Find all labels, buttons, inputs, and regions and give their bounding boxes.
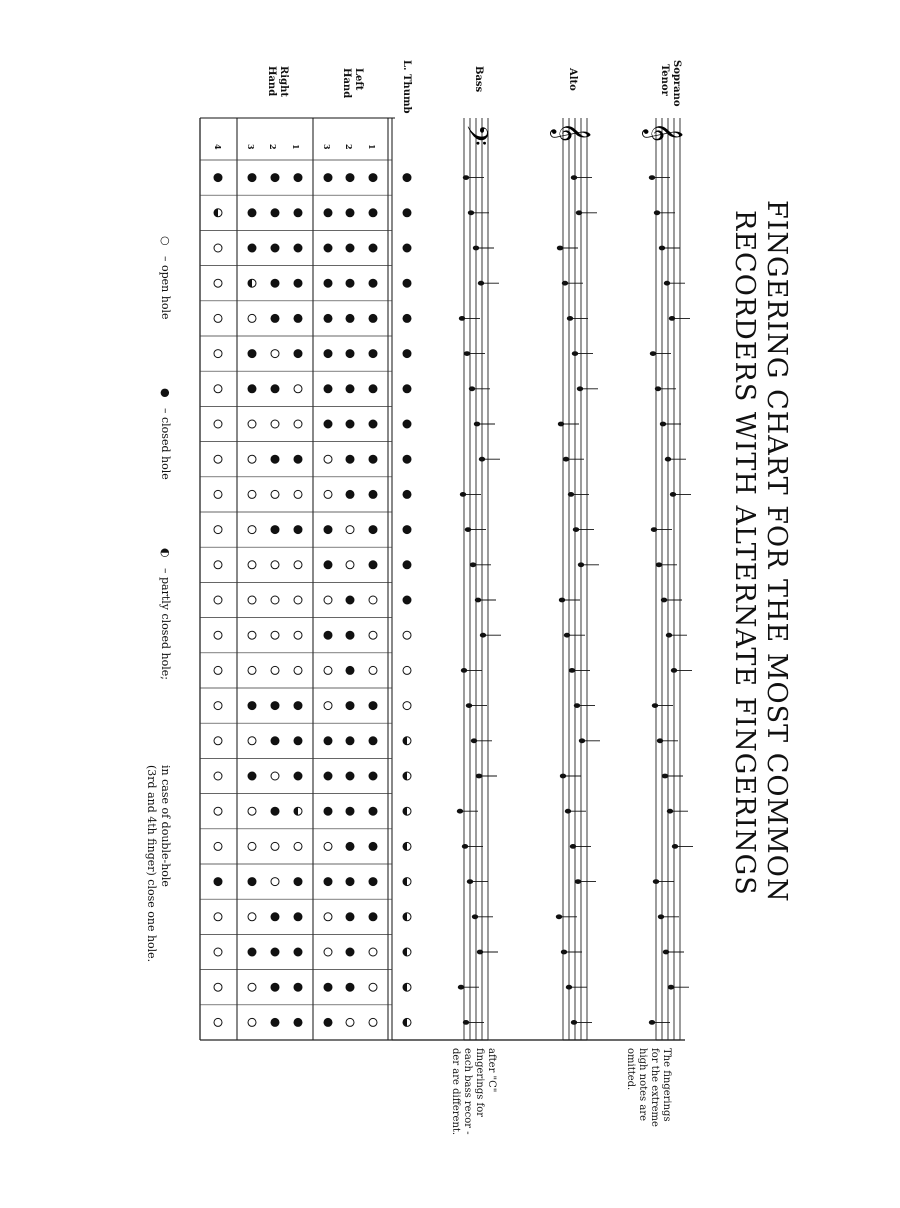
- label-left-hand-1: Left: [353, 68, 364, 91]
- hole-thumb: [403, 666, 411, 674]
- note-bass-line-1: after "C": [486, 1048, 497, 1093]
- hole-left-3: [324, 209, 332, 217]
- hole-right-3: [248, 244, 256, 252]
- hole-thumb: [403, 314, 411, 322]
- hole-right-3: [248, 983, 256, 991]
- hole-right-4: [214, 314, 222, 322]
- hole-left-2: [346, 666, 354, 674]
- hole-left-2: [346, 702, 354, 710]
- hole-left-1: [369, 455, 377, 463]
- hole-left-3: [324, 490, 332, 498]
- hole-right-1: [294, 702, 302, 710]
- hole-left-2: [346, 948, 354, 956]
- hole-left-3: [324, 948, 332, 956]
- finger-num-left-1: 1: [367, 144, 377, 150]
- hole-right-2: [271, 314, 279, 322]
- hole-right-4: [214, 596, 222, 604]
- hole-right-4: [214, 702, 222, 710]
- hole-right-2: [271, 561, 279, 569]
- hole-right-1: [294, 455, 302, 463]
- hole-right-2: [271, 842, 279, 850]
- hole-left-3: [324, 737, 332, 745]
- bass-clef-icon: 𝄢: [453, 124, 493, 146]
- hole-right-1: [294, 772, 302, 780]
- hole-thumb: [403, 490, 411, 498]
- label-alto: Alto: [567, 68, 578, 91]
- hole-right-1: [294, 174, 302, 182]
- hole-right-2: [271, 279, 279, 287]
- hole-left-1: [369, 279, 377, 287]
- hole-thumb: [403, 350, 411, 358]
- hole-left-3: [324, 666, 332, 674]
- hole-right-3: [248, 420, 256, 428]
- hole-left-1: [369, 702, 377, 710]
- hole-left-3: [324, 174, 332, 182]
- legend-open-label: – open hole: [159, 256, 172, 320]
- hole-right-2: [271, 490, 279, 498]
- legend-double-hole-2: (3rd and 4th finger) close one hole.: [145, 765, 158, 963]
- hole-left-1: [369, 314, 377, 322]
- hole-right-2: [271, 1018, 279, 1026]
- hole-thumb: [403, 526, 411, 534]
- hole-right-4: [214, 842, 222, 850]
- hole-right-1: [294, 913, 302, 921]
- hole-left-3: [324, 702, 332, 710]
- hole-left-1: [369, 385, 377, 393]
- hole-right-4: [214, 490, 222, 498]
- hole-left-2: [346, 420, 354, 428]
- hole-right-4: [214, 420, 222, 428]
- note-extreme-line-3: high notes are: [637, 1048, 648, 1122]
- label-left-thumb: L. Thumb: [401, 60, 412, 114]
- hole-right-3: [248, 737, 256, 745]
- label-soprano: Soprano: [671, 60, 682, 107]
- hole-left-2: [346, 983, 354, 991]
- chart-title-line-1: FINGERING CHART FOR THE MOST COMMON: [761, 200, 792, 903]
- hole-right-4: [214, 983, 222, 991]
- hole-thumb: [403, 596, 411, 604]
- finger-num-right-2: 2: [268, 144, 278, 150]
- hole-right-3: [248, 913, 256, 921]
- hole-right-2: [271, 455, 279, 463]
- hole-thumb: [403, 702, 411, 710]
- hole-left-2: [346, 913, 354, 921]
- hole-left-3: [324, 631, 332, 639]
- hole-left-1: [369, 209, 377, 217]
- hole-left-2: [346, 842, 354, 850]
- finger-num-right-4: 4: [213, 144, 223, 150]
- hole-right-1: [294, 279, 302, 287]
- note-bass-line-4: der are different.: [450, 1048, 461, 1136]
- chart-title-line-2: RECORDERS WITH ALTERNATE FINGERINGS: [729, 210, 760, 896]
- hole-thumb: [403, 561, 411, 569]
- hole-right-4: [214, 279, 222, 287]
- legend-double-hole-1: in case of double-hole: [159, 765, 172, 887]
- hole-right-2: [271, 772, 279, 780]
- hole-left-2: [346, 772, 354, 780]
- hole-left-2: [346, 878, 354, 886]
- hole-right-4: [214, 666, 222, 674]
- hole-left-1: [369, 526, 377, 534]
- hole-left-2: [346, 1018, 354, 1026]
- hole-left-3: [324, 878, 332, 886]
- hole-right-3: [248, 631, 256, 639]
- hole-left-2: [346, 737, 354, 745]
- hole-left-3: [324, 807, 332, 815]
- hole-right-2: [271, 174, 279, 182]
- hole-right-4: [214, 385, 222, 393]
- hole-left-2: [346, 526, 354, 534]
- hole-left-2: [346, 490, 354, 498]
- legend-open-symbol: ○: [159, 236, 172, 246]
- hole-left-2: [346, 279, 354, 287]
- hole-right-1: [294, 526, 302, 534]
- hole-right-1: [294, 983, 302, 991]
- hole-right-2: [271, 807, 279, 815]
- hole-thumb: [403, 279, 411, 287]
- hole-left-1: [369, 1018, 377, 1026]
- hole-thumb: [403, 455, 411, 463]
- hole-left-1: [369, 983, 377, 991]
- hole-left-2: [346, 631, 354, 639]
- hole-right-3: [248, 948, 256, 956]
- hole-left-3: [324, 420, 332, 428]
- hole-left-1: [369, 878, 377, 886]
- hole-right-2: [271, 631, 279, 639]
- hole-right-2: [271, 526, 279, 534]
- hole-left-1: [369, 737, 377, 745]
- hole-left-3: [324, 314, 332, 322]
- hole-thumb: [403, 209, 411, 217]
- hole-right-4: [214, 244, 222, 252]
- hole-right-4: [214, 526, 222, 534]
- label-bass: Bass: [473, 66, 484, 93]
- hole-right-1: [294, 350, 302, 358]
- label-left-hand-2: Hand: [341, 68, 352, 99]
- hole-thumb: [403, 631, 411, 639]
- hole-left-2: [346, 807, 354, 815]
- hole-right-3: [248, 807, 256, 815]
- hole-right-1: [294, 1018, 302, 1026]
- hole-right-2: [271, 385, 279, 393]
- hole-right-3: [248, 561, 256, 569]
- hole-left-2: [346, 561, 354, 569]
- finger-num-right-3: 3: [246, 144, 256, 150]
- hole-left-2: [346, 350, 354, 358]
- finger-num-left-3: 3: [322, 144, 332, 150]
- hole-right-2: [271, 596, 279, 604]
- hole-right-1: [294, 420, 302, 428]
- hole-right-4: [214, 807, 222, 815]
- hole-right-2: [271, 702, 279, 710]
- hole-left-3: [324, 1018, 332, 1026]
- hole-right-1: [294, 878, 302, 886]
- hole-right-2: [271, 350, 279, 358]
- hole-right-2: [271, 878, 279, 886]
- hole-right-3: [248, 455, 256, 463]
- hole-right-1: [294, 244, 302, 252]
- hole-left-3: [324, 244, 332, 252]
- hole-right-2: [271, 737, 279, 745]
- hole-right-4: [214, 174, 222, 182]
- hole-left-1: [369, 244, 377, 252]
- hole-left-1: [369, 596, 377, 604]
- hole-right-1: [294, 666, 302, 674]
- hole-right-3: [248, 842, 256, 850]
- hole-right-1: [294, 948, 302, 956]
- hole-left-1: [369, 490, 377, 498]
- legend-partly-symbol: ◐: [159, 548, 172, 558]
- finger-num-left-2: 2: [344, 144, 354, 150]
- hole-right-2: [271, 209, 279, 217]
- hole-right-3: [248, 174, 256, 182]
- hole-right-2: [271, 244, 279, 252]
- hole-right-1: [294, 490, 302, 498]
- hole-right-3: [248, 385, 256, 393]
- hole-left-1: [369, 350, 377, 358]
- hole-right-3: [248, 878, 256, 886]
- hole-right-1: [294, 385, 302, 393]
- hole-left-1: [369, 666, 377, 674]
- hole-left-3: [324, 983, 332, 991]
- hole-right-2: [271, 666, 279, 674]
- hole-right-3: [248, 1018, 256, 1026]
- hole-right-4: [214, 1018, 222, 1026]
- legend-closed-symbol: ●: [159, 388, 172, 398]
- hole-right-2: [271, 420, 279, 428]
- hole-thumb: [403, 420, 411, 428]
- legend-partly-label: – partly closed hole;: [159, 568, 172, 680]
- hole-thumb: [403, 174, 411, 182]
- hole-left-1: [369, 561, 377, 569]
- hole-left-2: [346, 174, 354, 182]
- hole-left-3: [324, 596, 332, 604]
- hole-left-1: [369, 420, 377, 428]
- hole-left-2: [346, 455, 354, 463]
- hole-left-2: [346, 596, 354, 604]
- hole-right-4: [214, 350, 222, 358]
- hole-left-3: [324, 385, 332, 393]
- finger-num-right-1: 1: [291, 144, 301, 150]
- hole-right-3: [248, 702, 256, 710]
- hole-left-3: [324, 526, 332, 534]
- hole-right-1: [294, 596, 302, 604]
- hole-right-1: [294, 209, 302, 217]
- treble-clef-icon: 𝄞: [643, 122, 683, 143]
- label-right-hand-1: Right: [278, 66, 289, 97]
- hole-left-1: [369, 772, 377, 780]
- hole-left-1: [369, 174, 377, 182]
- hole-right-4: [214, 878, 222, 886]
- hole-right-3: [248, 596, 256, 604]
- hole-left-1: [369, 948, 377, 956]
- note-extreme-line-2: for the extreme: [649, 1048, 660, 1127]
- hole-right-4: [214, 561, 222, 569]
- hole-right-1: [294, 561, 302, 569]
- hole-right-3: [248, 314, 256, 322]
- hole-left-3: [324, 279, 332, 287]
- hole-left-3: [324, 772, 332, 780]
- hole-right-3: [248, 490, 256, 498]
- hole-thumb: [403, 244, 411, 252]
- hole-left-2: [346, 209, 354, 217]
- hole-left-1: [369, 807, 377, 815]
- hole-left-3: [324, 561, 332, 569]
- hole-right-4: [214, 913, 222, 921]
- hole-right-3: [248, 350, 256, 358]
- hole-right-4: [214, 737, 222, 745]
- hole-left-3: [324, 455, 332, 463]
- hole-right-4: [214, 455, 222, 463]
- hole-left-2: [346, 244, 354, 252]
- legend-closed-label: – closed hole: [159, 408, 172, 480]
- hole-right-3: [248, 526, 256, 534]
- hole-right-4: [214, 948, 222, 956]
- hole-left-3: [324, 913, 332, 921]
- hole-left-1: [369, 842, 377, 850]
- hole-left-2: [346, 314, 354, 322]
- hole-left-1: [369, 631, 377, 639]
- hole-right-2: [271, 913, 279, 921]
- hole-right-4: [214, 772, 222, 780]
- hole-right-2: [271, 948, 279, 956]
- note-extreme-line-1: The fingerings: [661, 1048, 672, 1122]
- hole-right-3: [248, 772, 256, 780]
- hole-right-1: [294, 631, 302, 639]
- hole-left-3: [324, 350, 332, 358]
- hole-left-2: [346, 385, 354, 393]
- treble-clef-icon: 𝄞: [551, 122, 591, 143]
- hole-right-1: [294, 842, 302, 850]
- hole-right-3: [248, 666, 256, 674]
- note-bass-line-3: each bass recor -: [462, 1048, 473, 1135]
- note-extreme-line-4: omitted.: [625, 1048, 636, 1091]
- hole-right-1: [294, 314, 302, 322]
- label-right-hand-2: Hand: [266, 66, 277, 97]
- hole-right-3: [248, 209, 256, 217]
- staves-group: [453, 118, 693, 1040]
- label-tenor: Tenor: [659, 64, 670, 96]
- hole-right-1: [294, 737, 302, 745]
- note-bass-line-2: fingerings for: [474, 1048, 485, 1118]
- hole-left-3: [324, 842, 332, 850]
- hole-right-4: [214, 631, 222, 639]
- hole-thumb: [403, 385, 411, 393]
- hole-right-2: [271, 983, 279, 991]
- hole-left-1: [369, 913, 377, 921]
